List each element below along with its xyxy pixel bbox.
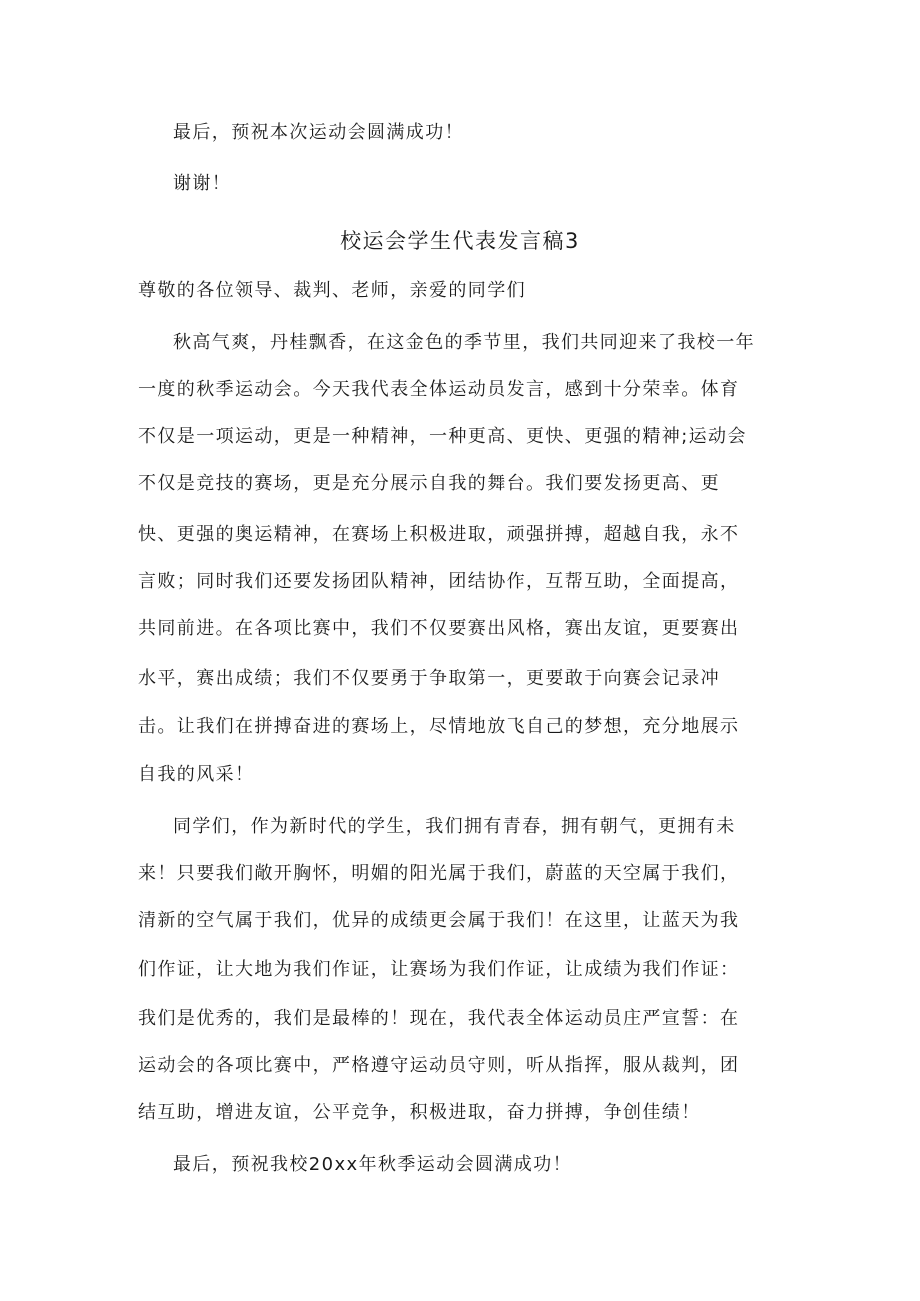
paragraph-line: 水平，赛出成绩；我们不仅要勇于争取第一，更要敢于向赛会记录冲 [138, 668, 720, 689]
paragraph-line: 我们是优秀的，我们是最棒的！现在，我代表全体运动员庄严宣誓：在 [138, 1008, 740, 1029]
speech-title: 校运会学生代表发言稿3 [340, 229, 580, 253]
paragraph-line: 言败；同时我们还要发扬团队精神，团结协作，互帮互助，全面提高， [138, 571, 740, 592]
paragraph-line: 不仅是一项运动，更是一种精神，一种更高、更快、更强的精神;运动会 [138, 426, 747, 447]
paragraph-line: 秋高气爽，丹桂飘香，在这金色的季节里，我们共同迎来了我校一年 [173, 332, 755, 353]
paragraph-line: 结互助，增进友谊，公平竞争，积极进取，奋力拼搏，争创佳绩！ [138, 1102, 701, 1123]
paragraph-line: 清新的空气属于我们，优异的成绩更会属于我们！在这里，让蓝天为我 [138, 910, 740, 931]
paragraph-line: 共同前进。在各项比赛中，我们不仅要赛出风格，赛出友谊，更要赛出 [138, 618, 740, 639]
thanks-line: 谢谢！ [173, 173, 232, 194]
paragraph-line: 们作证，让大地为我们作证，让赛场为我们作证，让成绩为我们作证： [138, 959, 740, 980]
closing-wish: 最后，预祝本次运动会圆满成功！ [173, 122, 464, 143]
paragraph-line: 自我的风采！ [138, 764, 255, 785]
paragraph-line: 来！只要我们敞开胸怀，明媚的阳光属于我们，蔚蓝的天空属于我们， [138, 863, 740, 884]
paragraph-line: 不仅是竞技的赛场，更是充分展示自我的舞台。我们要发扬更高、更 [138, 473, 720, 494]
paragraph-line: 快、更强的奥运精神，在赛场上积极进取，顽强拼搏，超越自我，永不 [138, 524, 740, 545]
final-wish: 最后，预祝我校20xx年秋季运动会圆满成功！ [173, 1154, 573, 1175]
paragraph-line: 击。让我们在拼搏奋进的赛场上，尽情地放飞自己的梦想，充分地展示 [138, 716, 740, 737]
paragraph-line: 一度的秋季运动会。今天我代表全体运动员发言，感到十分荣幸。体育 [138, 379, 740, 400]
paragraph-line: 同学们，作为新时代的学生，我们拥有青春，拥有朝气，更拥有未 [173, 816, 736, 837]
salutation: 尊敬的各位领导、裁判、老师，亲爱的同学们 [138, 280, 526, 301]
paragraph-line: 运动会的各项比赛中，严格遵守运动员守则，听从指挥，服从裁判，团 [138, 1055, 740, 1076]
